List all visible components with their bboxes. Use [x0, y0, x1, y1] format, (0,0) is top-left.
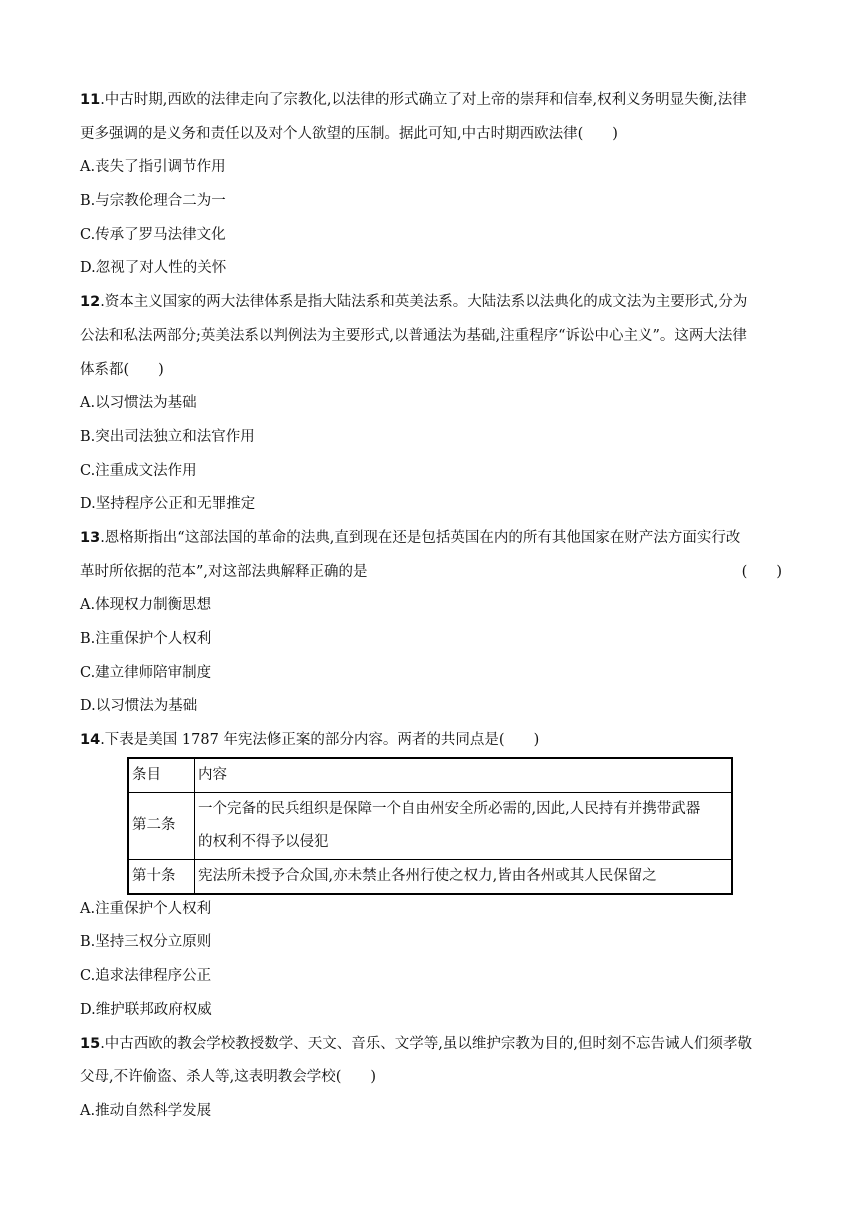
question-stem-line: 父母,不许偷盗、杀人等,这表明教会学校( )	[80, 1069, 377, 1086]
option-a[interactable]: A.丧失了指引调节作用	[80, 159, 226, 176]
question-15	[80, 1030, 782, 1131]
table-header-row	[128, 758, 732, 793]
question-14	[80, 726, 782, 1029]
question-stem-line: 更多强调的是义务和责任以及对个人欲望的压制。据此可知,中古时期西欧法律( )	[80, 125, 618, 142]
option-c[interactable]: C.追求法律程序公正	[80, 968, 212, 985]
option-c[interactable]: C.传承了罗马法律文化	[80, 226, 226, 243]
table-cell-content: 宪法所未授予合众国,亦未禁止各州行使之权力,皆由各州或其人民保留之	[195, 859, 733, 894]
answer-bracket: ( )	[741, 563, 782, 580]
option-a[interactable]: A.注重保护个人权利	[80, 900, 212, 917]
table-row	[128, 792, 732, 859]
question-number: 13	[80, 529, 101, 546]
question-13	[80, 524, 782, 726]
option-a[interactable]: A.推动自然科学发展	[80, 1102, 212, 1119]
question-stem-line: 14.下表是美国 1787 年宪法修正案的部分内容。两者的共同点是( )	[80, 732, 540, 749]
question-number: 12	[80, 294, 101, 311]
option-b[interactable]: B.注重保护个人权利	[80, 631, 212, 647]
table-cell-article: 第十条	[128, 859, 195, 894]
option-b[interactable]: B.与宗教伦理合二为一	[80, 193, 226, 210]
question-stem-line: 11.中古时期,西欧的法律走向了宗教化,以法律的形式确立了对上帝的崇拜和信奉,权利义务明显失衡,法律	[80, 92, 747, 108]
question-12	[80, 288, 782, 524]
question-stem-line: 体系都( )	[80, 361, 164, 378]
option-c[interactable]: C.建立律师陪审制度	[80, 664, 212, 681]
table-cell-content: 一个完备的民兵组织是保障一个自由州安全所必需的,因此,人民持有并携带武器 的权利不得予以侵犯	[195, 792, 733, 859]
option-a[interactable]: A.以习惯法为基础	[80, 395, 197, 412]
option-b[interactable]: B.突出司法独立和法官作用	[80, 428, 255, 445]
option-b[interactable]: B.坚持三权分立原则	[80, 934, 212, 951]
option-d[interactable]: D.坚持程序公正和无罪推定	[80, 496, 256, 513]
table-cell-article: 第二条	[128, 792, 195, 859]
question-number: 11	[80, 92, 101, 108]
table-row	[128, 859, 732, 894]
document-page	[80, 86, 782, 1131]
question-number: 14	[80, 732, 101, 749]
question-stem-line: 13.恩格斯指出“这部法国的革命的法典,直到现在还是包括英国在内的所有其他国家在财产法方面实行改	[80, 529, 741, 546]
question-11	[80, 86, 782, 288]
question-stem-line: 公法和私法两部分;英美法系以判例法为主要形式,以普通法为基础,注重程序“诉讼中心主义”。这两大法律	[80, 327, 747, 344]
table-header: 条目	[128, 758, 195, 793]
question-stem-line: 12.资本主义国家的两大法律体系是指大陆法系和英美法系。大陆法系以法典化的成文法为主要形式,分为	[80, 294, 748, 311]
amendment-table	[127, 757, 733, 895]
question-stem-line: 革时所依据的范本”,对这部法典解释正确的是 ( )	[80, 558, 782, 592]
option-d[interactable]: D.维护联邦政府权威	[80, 1001, 212, 1018]
option-d[interactable]: D.以习惯法为基础	[80, 698, 198, 715]
table-header: 内容	[195, 758, 733, 793]
question-stem-line: 15.中古西欧的教会学校教授数学、天文、音乐、文学等,虽以维护宗教为目的,但时刻不忘告诫人们须孝敬	[80, 1035, 753, 1052]
question-number: 15	[80, 1035, 101, 1052]
option-c[interactable]: C.注重成文法作用	[80, 462, 197, 479]
option-d[interactable]: D.忽视了对人性的关怀	[80, 260, 227, 277]
option-a[interactable]: A.体现权力制衡思想	[80, 597, 212, 614]
